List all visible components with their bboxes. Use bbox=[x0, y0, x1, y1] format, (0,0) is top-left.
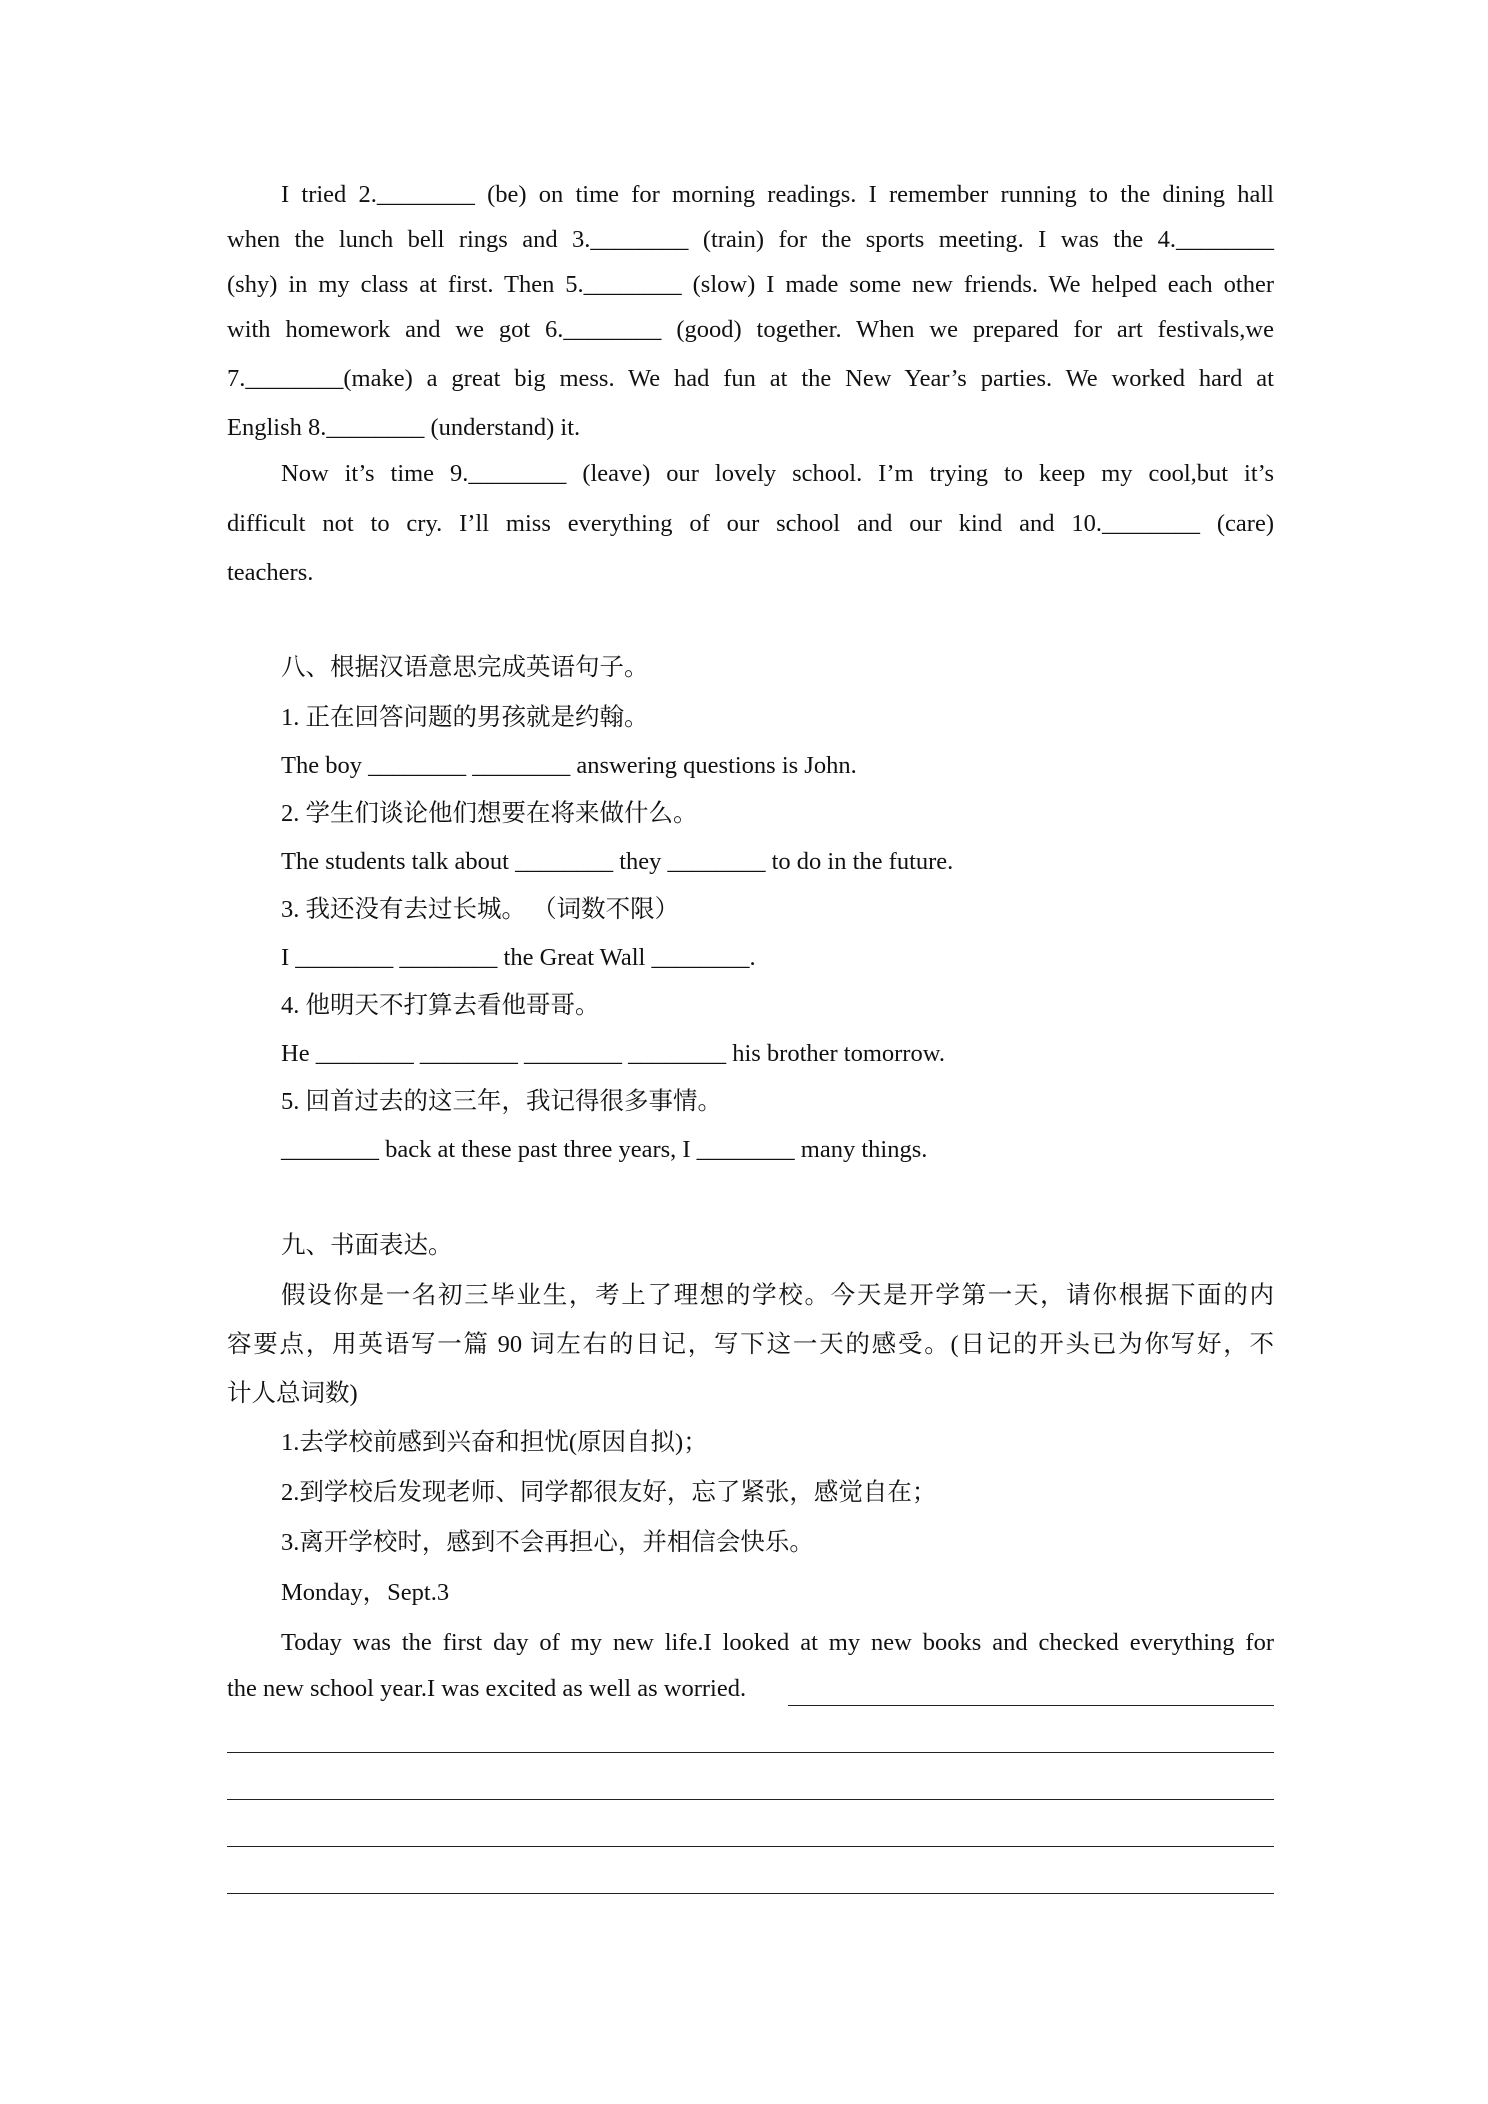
diary-opening-line: the new school year.I was excited as well as worried. bbox=[227, 1675, 747, 1702]
writing-line[interactable] bbox=[227, 1799, 1274, 1800]
section9-prompt-line: 假设你是一名初三毕业生，考上了理想的学校。今天是开学第一天，请你根据下面的内 bbox=[281, 1282, 1274, 1309]
section8-item-en: ________ back at these past three years, I ________ many things. bbox=[281, 1136, 928, 1163]
writing-line[interactable] bbox=[227, 1893, 1274, 1894]
section9-prompt-line: 计人总词数) bbox=[227, 1380, 358, 1407]
section9-point: 1.去学校前感到兴奋和担忧(原因自拟)； bbox=[281, 1429, 708, 1456]
writing-line[interactable] bbox=[227, 1752, 1274, 1753]
diary-opening-line: Today was the first day of my new life.I looked at my new books and checked everything for bbox=[281, 1629, 1274, 1656]
section8-item-cn: 4. 他明天不打算去看他哥哥。 bbox=[281, 992, 600, 1019]
passage-line: (shy) in my class at first. Then 5.________ (slow) I made some new friends. We helped each other bbox=[227, 271, 1274, 298]
section8-item-cn: 2. 学生们谈论他们想要在将来做什么。 bbox=[281, 800, 698, 827]
passage-line: I tried 2.________ (be) on time for morning readings. I remember running to the dining hall bbox=[281, 181, 1274, 208]
writing-line[interactable] bbox=[788, 1705, 1274, 1706]
passage-line: with homework and we got 6.________ (good) together. When we prepared for art festivals,we bbox=[227, 316, 1274, 343]
passage-line: Now it’s time 9.________ (leave) our lovely school. I’m trying to keep my cool,but it’s bbox=[281, 460, 1274, 487]
section8-item-cn: 1. 正在回答问题的男孩就是约翰。 bbox=[281, 704, 649, 731]
passage-line: difficult not to cry. I’ll miss everything of our school and our kind and 10.________ (care) bbox=[227, 510, 1274, 537]
section9-point: 2.到学校后发现老师、同学都很友好，忘了紧张，感觉自在； bbox=[281, 1479, 937, 1506]
passage-line: teachers. bbox=[227, 559, 314, 586]
section8-item-cn: 3. 我还没有去过长城。 （词数不限） bbox=[281, 896, 680, 923]
writing-line[interactable] bbox=[227, 1846, 1274, 1847]
section8-item-en: The students talk about ________ they ________ to do in the future. bbox=[281, 848, 954, 875]
passage-line: when the lunch bell rings and 3.________ (train) for the sports meeting. I was the 4.________ bbox=[227, 226, 1274, 253]
section8-item-en: He ________ ________ ________ ________ his brother tomorrow. bbox=[281, 1040, 945, 1067]
section9-heading: 九、书面表达。 bbox=[281, 1232, 453, 1259]
section9-point: 3.离开学校时，感到不会再担心，并相信会快乐。 bbox=[281, 1529, 814, 1556]
section8-heading: 八、根据汉语意思完成英语句子。 bbox=[281, 654, 649, 681]
diary-date: Monday，Sept.3 bbox=[281, 1579, 450, 1606]
section9-prompt-line: 容要点，用英语写一篇 90 词左右的日记，写下这一天的感受。(日记的开头已为你写好，不 bbox=[227, 1331, 1274, 1358]
passage-line: English 8.________ (understand) it. bbox=[227, 414, 581, 441]
section8-item-cn: 5. 回首过去的这三年，我记得很多事情。 bbox=[281, 1088, 722, 1115]
passage-line: 7.________(make) a great big mess. We had fun at the New Year’s parties. We worked hard at bbox=[227, 365, 1274, 392]
section8-item-en: I ________ ________ the Great Wall ________. bbox=[281, 944, 756, 971]
section8-item-en: The boy ________ ________ answering questions is John. bbox=[281, 752, 857, 779]
